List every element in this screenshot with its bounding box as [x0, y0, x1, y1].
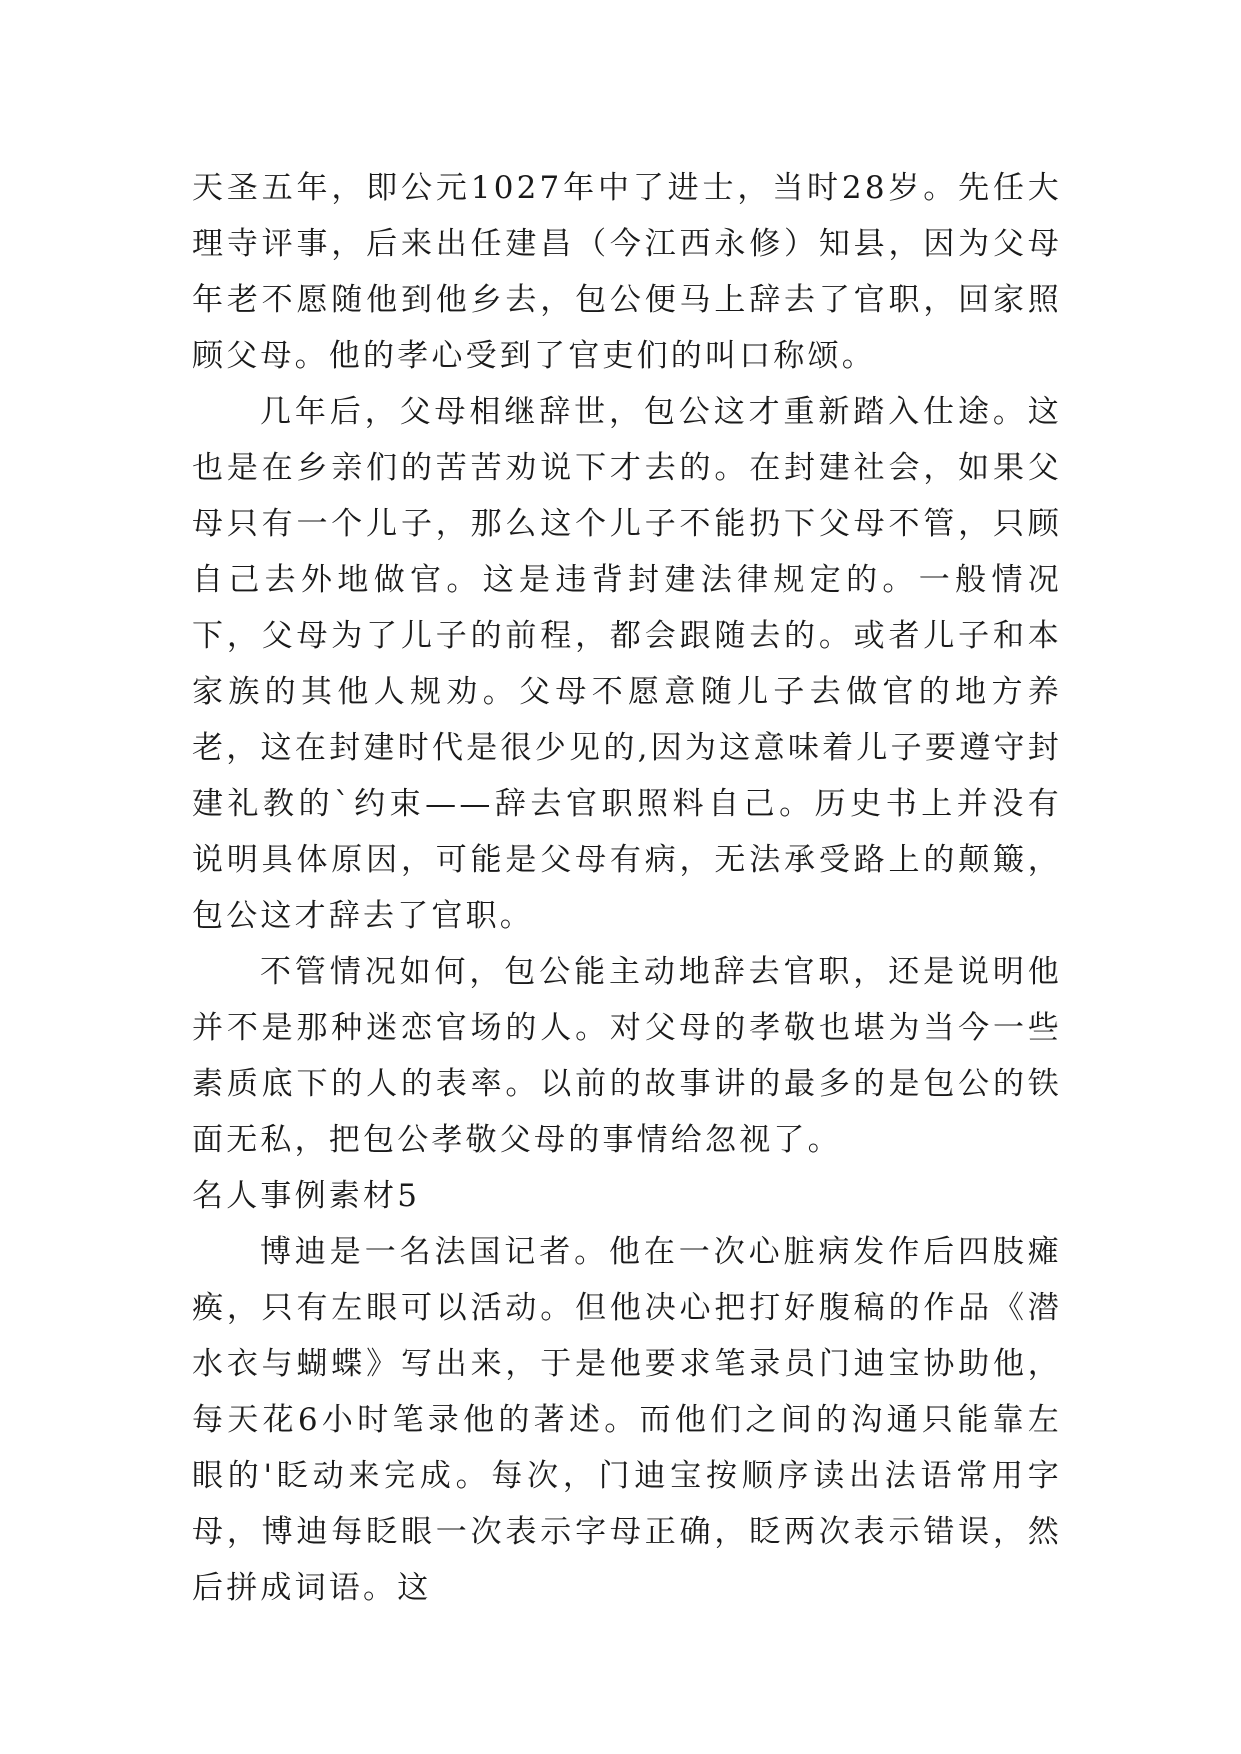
- paragraph-4: 博迪是一名法国记者。他在一次心脏病发作后四肢瘫痪，只有左眼可以活动。但他决心把打好腹稿的作品《潜水衣与蝴蝶》写出来，于是他要求笔录员门迪宝协助他，每天花6小时笔录他的著述。而他们之间的沟通只能靠左眼的'眨动来完成。每次，门迪宝按顺序读出法语常用字母，博迪每眨眼一次表示字母正确，眨两次表示错误，然后拼成词语。这: [192, 1234, 1062, 1606]
- document-body: [192, 160, 1062, 1616]
- paragraph-3: 不管情况如何，包公能主动地辞去官职，还是说明他并不是那种迷恋官场的人。对父母的孝敬也堪为当今一些素质底下的人的表率。以前的故事讲的最多的是包公的铁面无私，把包公孝敬父母的事情给忽视了。: [192, 954, 1062, 1158]
- paragraph-2: 几年后，父母相继辞世，包公这才重新踏入仕途。这也是在乡亲们的苦苦劝说下才去的。在封建社会，如果父母只有一个儿子，那么这个儿子不能扔下父母不管，只顾自己去外地做官。这是违背封建法律规定的。一般情况下，父母为了儿子的前程，都会跟随去的。或者儿子和本家族的其他人规劝。父母不愿意随儿子去做官的地方养老，这在封建时代是很少见的,因为这意味着儿子要遵守封建礼教的`约束——辞去官职照料自己。历史书上并没有说明具体原因，可能是父母有病，无法承受路上的颠簸，包公这才辞去了官职。: [192, 394, 1062, 934]
- section-heading: 名人事例素材5: [192, 1178, 421, 1214]
- paragraph-1: 天圣五年，即公元1027年中了进士，当时28岁。先任大理寺评事，后来出任建昌（今江西永修）知县，因为父母年老不愿随他到他乡去，包公便马上辞去了官职，回家照顾父母。他的孝心受到了官吏们的叫口称颂。: [192, 170, 1062, 374]
